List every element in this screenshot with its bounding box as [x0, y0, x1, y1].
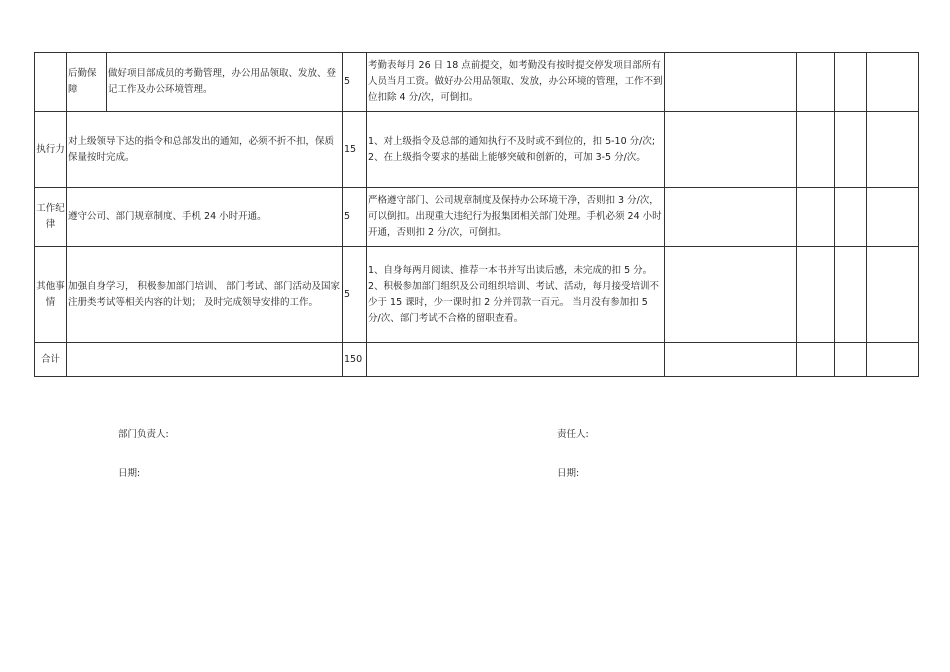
empty-cell [665, 247, 797, 343]
content-cell: 遵守公司、部门规章制度、手机 24 小时开通。 [67, 188, 343, 247]
empty-cell [835, 188, 867, 247]
table-row [35, 188, 919, 247]
total-row [35, 343, 919, 377]
table-row [35, 112, 919, 188]
empty-cell [367, 343, 665, 377]
responsible-label: 责任人: [557, 429, 589, 440]
category-cell: 执行力 [35, 112, 67, 188]
table-row [35, 53, 919, 112]
empty-cell [797, 247, 835, 343]
table-row [35, 247, 919, 343]
empty-cell [867, 112, 919, 188]
criteria-cell: 1、对上级指令及总部的通知执行不及时或不到位的，扣 5-10 分/次; 2、在上级指令要求的基础上能够突破和创新的，可加 3-5 分/次。 [367, 112, 665, 188]
empty-cell [867, 343, 919, 377]
category-cell: 后勤保障 [67, 53, 107, 112]
criteria-cell: 1、自身每两月阅读、推荐一本书并写出读后感，未完成的扣 5 分。 2、积极参加部门组织及公司组织培训、考试、活动，每月接受培训不少于 15 课时，少一课时扣 2 分并罚款一百元。 当月没有参加扣 5 分/次、部门考试不合格的留职查看。 [367, 247, 665, 343]
dept-head-label: 部门负责人: [118, 429, 169, 440]
score-cell: 15 [343, 112, 367, 188]
date-label-right: 日期: [557, 468, 580, 479]
empty-cell [665, 112, 797, 188]
score-cell: 5 [343, 53, 367, 112]
content-cell: 对上级领导下达的指令和总部发出的通知，必须不折不扣，保质保量按时完成。 [67, 112, 343, 188]
empty-cell [665, 343, 797, 377]
total-label: 合计 [35, 343, 67, 377]
date-label-left: 日期: [118, 468, 141, 479]
total-score: 150 [343, 343, 367, 377]
empty-cell [665, 53, 797, 112]
empty-cell [797, 112, 835, 188]
category-cell: 工作纪律 [35, 188, 67, 247]
empty-cell [867, 247, 919, 343]
empty-cell [835, 247, 867, 343]
empty-cell [67, 343, 343, 377]
category-cell: 其他事情 [35, 247, 67, 343]
criteria-cell: 考勤表每月 26 日 18 点前提交，如考勤没有按时提交停发项目部所有人员当月工资。做好办公用品领取、发放，办公环境的管理，工作不到位扣除 4 分/次，可倒扣。 [367, 53, 665, 112]
empty-cell [835, 53, 867, 112]
empty-cell [797, 188, 835, 247]
criteria-cell: 严格遵守部门、公司规章制度及保持办公环境干净，否则扣 3 分/次，可以倒扣。出现重大违纪行为报集团相关部门处理。手机必须 24 小时开通，否则扣 2 分/次，可倒扣。 [367, 188, 665, 247]
empty-cell [867, 53, 919, 112]
empty-cell [835, 343, 867, 377]
content-cell: 做好项目部成员的考勤管理，办公用品领取、发放、登记工作及办公环境管理。 [107, 53, 343, 112]
score-cell: 5 [343, 247, 367, 343]
empty-cell [35, 53, 67, 112]
empty-cell [665, 188, 797, 247]
empty-cell [797, 53, 835, 112]
empty-cell [867, 188, 919, 247]
score-cell: 5 [343, 188, 367, 247]
empty-cell [797, 343, 835, 377]
content-cell: 加强自身学习， 积极参加部门培训、 部门考试、部门活动及国家注册类考试等相关内容的计划； 及时完成领导安排的工作。 [67, 247, 343, 343]
evaluation-table [34, 52, 919, 377]
empty-cell [835, 112, 867, 188]
